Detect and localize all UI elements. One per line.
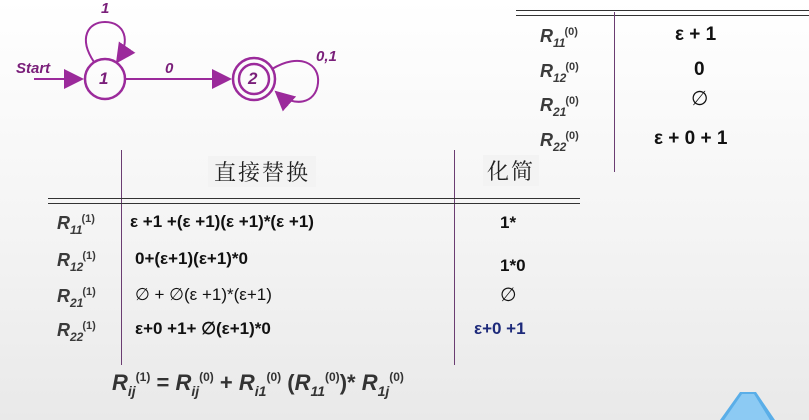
loop-2-label: 0,1 <box>316 48 337 65</box>
base-row-3-label: $R_{21}^{(0)}$ <box>540 95 579 119</box>
base-table-top-rule-2 <box>516 15 809 16</box>
main-row-2-label: $R_{12}^{(1)}$ <box>57 250 96 274</box>
state-1-self-loop <box>86 22 125 62</box>
main-row-1-simplified: 1* <box>500 213 517 232</box>
base-row-1-label: $R_{11}^{(0)}$ <box>540 26 578 50</box>
main-table-divider-left <box>121 150 122 365</box>
base-row-3-value: ∅ <box>691 88 709 110</box>
main-row-2-substitute: 0+(ε+1)(ε+1)*0 <box>135 249 248 268</box>
header-simplify: 化简 <box>483 155 539 186</box>
loop-1-label: 1 <box>101 0 110 17</box>
header-substitute: 直接替换 <box>208 156 316 187</box>
main-row-2-simplified: 1*0 <box>500 256 526 275</box>
main-row-1-label: $R_{11}^{(1)}$ <box>57 213 95 237</box>
start-label: Start <box>16 60 51 77</box>
main-row-1-substitute: ε +1 +(ε +1)(ε +1)*(ε +1) <box>130 212 314 231</box>
base-row-2-label: $R_{12}^{(0)}$ <box>540 61 579 85</box>
decorative-corner-shape <box>700 380 809 420</box>
state-2-label: 2 <box>248 69 258 88</box>
state-1-label: 1 <box>99 69 109 88</box>
recurrence-formula: $R_{ij}^{(1)} = R_{ij}^{(0)} + R_{i1}^{(0)}$ $(R_{11}^{(0)})*$ $R_{1j}^{(0)}$ <box>112 370 404 399</box>
main-row-3-simplified: ∅ <box>500 285 517 306</box>
base-table-divider <box>614 12 615 172</box>
edge-1-2-label: 0 <box>165 60 174 77</box>
main-row-4-label: $R_{22}^{(1)}$ <box>57 320 96 344</box>
main-row-4-substitute: ε+0 +1+ ∅(ε+1)*0 <box>135 319 271 338</box>
main-row-3-label: $R_{21}^{(1)}$ <box>57 286 96 310</box>
main-table-header-rule <box>48 198 580 199</box>
base-row-2-value: 0 <box>694 59 705 80</box>
main-table-header-rule-2 <box>48 203 580 204</box>
state-2-self-loop <box>272 61 318 102</box>
base-row-4-label: $R_{22}^{(0)}$ <box>540 130 579 154</box>
base-table-top-rule <box>516 10 809 11</box>
base-row-4-value: ε + 0 + 1 <box>654 128 728 149</box>
main-row-4-simplified: ε+0 +1 <box>474 319 526 338</box>
main-table-divider-right <box>454 150 455 365</box>
main-row-3-substitute: ∅ + ∅(ε +1)*(ε+1) <box>135 285 272 304</box>
base-row-1-value: ε + 1 <box>675 24 717 45</box>
